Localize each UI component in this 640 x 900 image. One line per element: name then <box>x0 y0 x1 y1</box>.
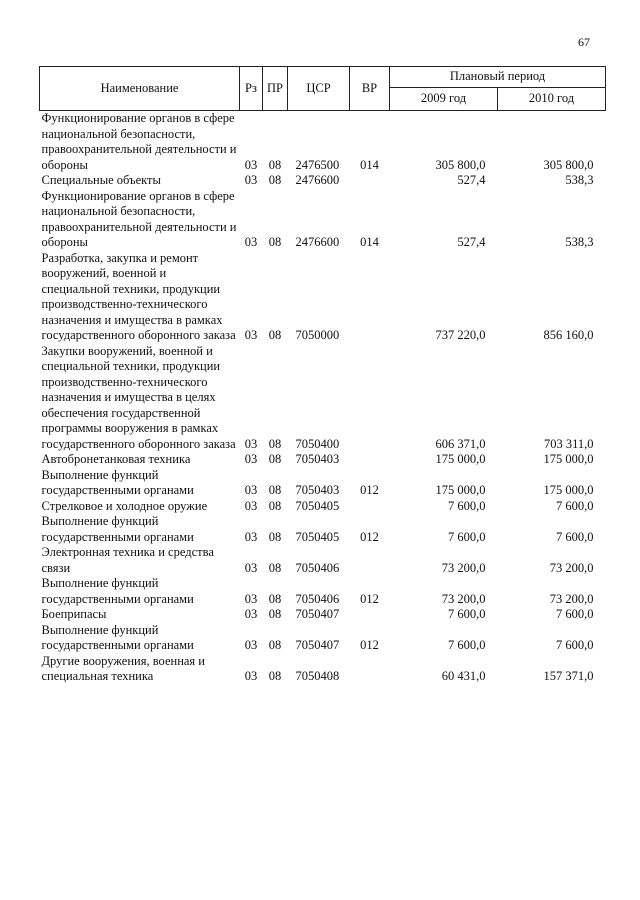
table-row <box>40 173 606 189</box>
row-name: Выполнение функций государственными органами <box>41 514 194 544</box>
row-pr: 08 <box>268 591 282 606</box>
row-value-2010: 73 200,0 <box>549 591 594 606</box>
row-csr: 7050407 <box>295 607 340 621</box>
row-value-2009: 737 220,0 <box>435 328 486 342</box>
row-vr <box>350 344 390 453</box>
header-pr: ПР <box>263 67 288 111</box>
row-name: Разработка, закупка и ремонт вооружений, военной и специальной техники, продукции производственно-технического назначения и имущества в рамках государственного оборонного заказа <box>41 250 236 342</box>
table-row <box>40 499 606 515</box>
row-value-2009: 7 600,0 <box>448 529 486 544</box>
table-row <box>40 344 606 453</box>
row-value-2009: 175 000,0 <box>435 483 486 497</box>
row-csr: 2476500 <box>295 157 340 172</box>
row-vr <box>350 452 390 468</box>
row-pr: 08 <box>268 607 282 621</box>
row-vr: 014 <box>360 157 379 172</box>
row-vr <box>350 251 390 344</box>
row-value-2009: 73 200,0 <box>441 591 486 606</box>
row-name: Боеприпасы <box>41 607 107 621</box>
row-rz: 03 <box>244 529 258 544</box>
row-value-2010: 7 600,0 <box>556 529 594 544</box>
table-row <box>40 514 606 545</box>
header-vr: ВР <box>350 67 390 111</box>
row-csr: 2476600 <box>295 235 340 249</box>
table-row <box>40 111 606 174</box>
header-planned-period: Плановый период <box>390 67 606 88</box>
page-number: 67 <box>578 35 590 49</box>
row-vr: 014 <box>360 235 379 249</box>
row-name: Автобронетанковая техника <box>41 452 191 466</box>
row-csr: 7050400 <box>295 436 340 451</box>
row-name: Стрелковое и холодное оружие <box>41 498 208 513</box>
row-rz: 03 <box>244 591 258 606</box>
row-rz: 03 <box>244 498 258 513</box>
row-name: Выполнение функций государственными органами <box>41 622 194 652</box>
row-csr: 7050403 <box>295 483 340 497</box>
row-value-2010: 856 160,0 <box>543 328 594 342</box>
row-value-2009: 305 800,0 <box>435 157 486 172</box>
row-value-2009: 606 371,0 <box>435 436 486 451</box>
row-name: Электронная техника и средства связи <box>41 545 214 575</box>
row-name: Специальные объекты <box>41 173 161 187</box>
row-vr: 012 <box>360 591 379 606</box>
row-value-2009: 7 600,0 <box>448 498 486 513</box>
row-pr: 08 <box>268 560 282 575</box>
row-csr: 7050407 <box>295 638 340 652</box>
row-pr: 08 <box>268 669 282 683</box>
row-pr: 08 <box>268 529 282 544</box>
row-vr <box>350 654 390 685</box>
row-value-2009: 527,4 <box>457 173 486 187</box>
row-csr: 7050408 <box>295 669 340 683</box>
row-value-2009: 60 431,0 <box>441 669 486 683</box>
row-value-2010: 703 311,0 <box>543 436 594 451</box>
row-value-2010: 305 800,0 <box>543 157 594 172</box>
row-pr: 08 <box>268 638 282 652</box>
row-value-2010: 538,3 <box>565 173 594 187</box>
row-rz: 03 <box>244 638 258 652</box>
row-csr: 7050000 <box>295 328 340 342</box>
row-value-2010: 7 600,0 <box>556 498 594 513</box>
row-vr <box>350 545 390 576</box>
row-vr: 012 <box>360 529 379 544</box>
row-value-2009: 7 600,0 <box>448 607 486 621</box>
row-value-2010: 538,3 <box>565 235 594 249</box>
row-value-2010: 157 371,0 <box>543 669 594 683</box>
header-year-2009: 2009 год <box>390 88 498 111</box>
table-row <box>40 654 606 685</box>
row-pr: 08 <box>268 436 282 451</box>
row-rz: 03 <box>244 436 258 451</box>
row-csr: 2476600 <box>295 173 340 187</box>
table-row <box>40 189 606 251</box>
table-row <box>40 623 606 654</box>
table-row <box>40 576 606 607</box>
row-value-2009: 73 200,0 <box>441 560 486 575</box>
row-value-2009: 7 600,0 <box>448 638 486 652</box>
header-rz: Рз <box>240 67 263 111</box>
table-row <box>40 452 606 468</box>
row-pr: 08 <box>268 452 282 466</box>
row-rz: 03 <box>244 560 258 575</box>
row-csr: 7050403 <box>295 452 340 466</box>
row-name: Выполнение функций государственными органами <box>41 576 194 606</box>
row-csr: 7050405 <box>295 529 340 544</box>
row-pr: 08 <box>268 328 282 342</box>
row-csr: 7050405 <box>295 498 340 513</box>
row-value-2010: 7 600,0 <box>556 607 594 621</box>
row-rz: 03 <box>244 607 258 621</box>
row-value-2010: 73 200,0 <box>549 560 594 575</box>
row-pr: 08 <box>268 498 282 513</box>
row-csr: 7050406 <box>295 560 340 575</box>
row-rz: 03 <box>244 452 258 466</box>
row-rz: 03 <box>244 328 258 342</box>
row-pr: 08 <box>268 483 282 497</box>
row-rz: 03 <box>244 669 258 683</box>
header-csr: ЦСР <box>288 67 350 111</box>
row-value-2010: 7 600,0 <box>556 638 594 652</box>
row-value-2009: 527,4 <box>457 235 486 249</box>
table-body <box>40 111 606 685</box>
table-row <box>40 607 606 623</box>
row-rz: 03 <box>244 483 258 497</box>
table-row <box>40 545 606 576</box>
row-pr: 08 <box>268 173 282 187</box>
row-pr: 08 <box>268 157 282 172</box>
table-row <box>40 251 606 344</box>
row-value-2010: 175 000,0 <box>543 483 594 497</box>
row-name: Другие вооружения, военная и специальная техника <box>41 653 205 683</box>
row-rz: 03 <box>244 173 258 187</box>
row-value-2009: 175 000,0 <box>435 452 486 466</box>
row-name: Закупки вооружений, военной и специальной техники, продукции производственно-технического назначения и имущества в целях обеспечения государственной программы вооружения в рамках государственного оборонного заказа <box>41 343 236 451</box>
row-value-2010: 175 000,0 <box>543 452 594 466</box>
row-rz: 03 <box>244 157 258 172</box>
row-csr: 7050406 <box>295 591 340 606</box>
row-vr <box>350 607 390 623</box>
row-vr: 012 <box>360 483 379 497</box>
header-name: Наименование <box>40 67 240 111</box>
row-rz: 03 <box>244 235 258 249</box>
table-row <box>40 468 606 499</box>
header-year-2010: 2010 год <box>498 88 606 111</box>
budget-table <box>39 66 606 685</box>
row-name: Функционирование органов в сфере национальной безопасности, правоохранительной деятельности и обороны <box>41 111 237 172</box>
row-pr: 08 <box>268 235 282 249</box>
row-name: Функционирование органов в сфере национальной безопасности, правоохранительной деятельности и обороны <box>41 188 237 249</box>
row-vr <box>350 499 390 515</box>
row-name: Выполнение функций государственными органами <box>41 467 194 497</box>
row-vr <box>350 173 390 189</box>
row-vr: 012 <box>360 638 379 652</box>
